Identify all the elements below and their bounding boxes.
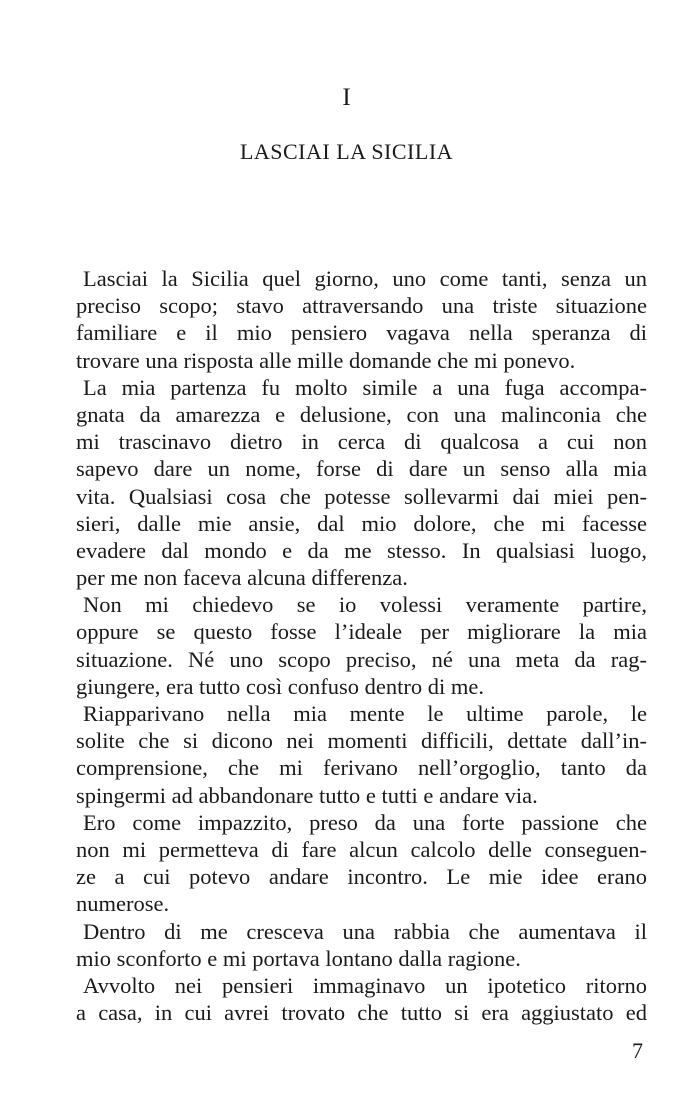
text-line: a casa, in cui avrei trovato che tutto si era aggiustato ed [76,1000,647,1026]
text-line: giungere, era tutto così confuso dentro di me. [76,673,485,699]
text-line: non mi permetteva di fare alcun calcolo delle conseguen- [76,836,647,862]
text-line: per me non faceva alcuna differenza. [76,565,408,591]
text-line: familiare e il mio pensiero vagava nella speranza di [76,320,647,346]
text-line: mio sconforto e mi portava lontano dalla ragione. [76,945,521,971]
text-line: Ero come impazzito, preso da una forte passione che [83,809,647,835]
body-text [76,265,647,1026]
text-line: spingermi ad abbandonare tutto e tutti e andare via. [76,782,538,808]
text-line: mi trascinavo dietro in cerca di qualcosa a cui non [76,429,647,455]
text-line: trovare una risposta alle mille domande che mi ponevo. [76,347,576,373]
text-line: sieri, dalle mie ansie, dal mio dolore, che mi facesse [76,510,647,536]
text-line: comprensione, che mi ferivano nell’orgoglio, tanto da [76,755,647,781]
text-line: evadere dal mondo e da me stesso. In qualsiasi luogo, [76,537,647,563]
text-line: Lasciai la Sicilia quel giorno, uno come tanti, senza un [83,266,647,291]
text-line: situazione. Né uno scopo preciso, né una meta da rag- [76,646,647,672]
text-line: oppure se questo fosse l’ideale per migliorare la mia [76,619,647,645]
text-line: Non mi chiedevo se io volessi veramente partire, [83,592,647,618]
text-line: preciso scopo; stavo attraversando una triste situazione [76,293,647,319]
text-line: numerose. [76,891,170,917]
page-number: 7 [632,1038,643,1063]
text-line: Riapparivano nella mia mente le ultime parole, le [83,701,647,726]
chapter-number: I [342,84,351,111]
text-line: ze a cui potevo andare incontro. Le mie idee erano [76,864,647,890]
text-line: Avvolto nei pensieri immaginavo un ipotetico ritorno [83,972,647,998]
text-line: gnata da amarezza e delusione, con una malinconia che [76,401,647,427]
chapter-title: LASCIAI LA SICILIA [239,139,454,164]
text-line: vita. Qualsiasi cosa che potesse sollevarmi dai miei pen- [76,483,647,509]
text-line: sapevo dare un nome, forse di dare un senso alla mia [76,456,647,482]
text-line: solite che si dicono nei momenti difficili, dettate dall’in- [76,728,647,754]
text-line: Dentro di me cresceva una rabbia che aumentava il [83,918,647,944]
text-line: La mia partenza fu molto simile a una fuga accompa- [83,374,647,400]
